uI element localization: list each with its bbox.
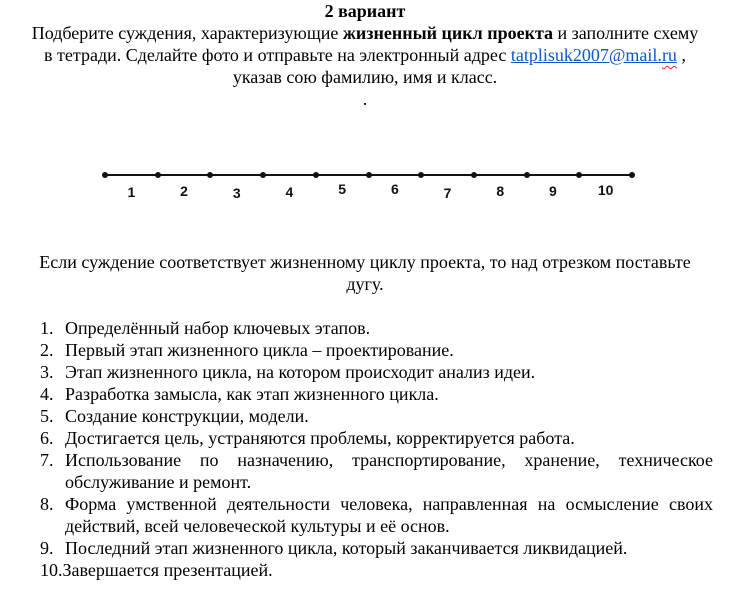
page-title: 2 вариант <box>324 1 406 21</box>
list-item-text <box>63 559 714 581</box>
list-item-text <box>65 449 713 493</box>
segment-number: 5 <box>338 181 347 197</box>
intro-line <box>0 66 730 88</box>
list-item-number: 10. <box>40 560 63 580</box>
segment-number: 7 <box>443 185 452 201</box>
segment-number: 3 <box>232 185 241 201</box>
tick-dot <box>207 172 213 178</box>
list-item-text <box>65 339 713 361</box>
email-link[interactable]: tatplisuk2007@mail. <box>510 45 662 65</box>
text-line: Разработка замысла, как этап жизненного цикла. <box>65 384 439 404</box>
tick-dot <box>155 172 161 178</box>
instruction-line: дугу. <box>346 274 384 294</box>
tick-dot <box>366 172 372 178</box>
text-line: Этап жизненного цикла, на котором происходит анализ идеи. <box>65 362 536 382</box>
tick-dot <box>102 172 108 178</box>
text-line: Последний этап жизненного цикла, который заканчивается ликвидацией. <box>65 538 628 558</box>
list-item-number: 7. <box>40 450 54 470</box>
list-item-number: 8. <box>40 494 54 514</box>
text-segment: и заполните схему <box>553 23 699 43</box>
list-item <box>40 383 713 405</box>
list-item-number: 2. <box>40 340 54 360</box>
text-segment: в тетради. Сделайте фото и отправьте на электронный адрес <box>44 45 511 65</box>
list-item-number: 6. <box>40 428 54 448</box>
list-item-text <box>65 427 713 449</box>
segment-number: 2 <box>180 183 188 199</box>
text-line: Создание конструкции, модели. <box>65 406 309 426</box>
list-item <box>40 427 713 449</box>
tick-dot <box>471 172 477 178</box>
text-line: Завершается презентацией. <box>62 560 273 580</box>
text-line: Определённый набор ключевых этапов. <box>65 318 371 338</box>
text-segment: Подберите суждения, характеризующие <box>31 23 343 43</box>
list-item-number: 3. <box>40 362 54 382</box>
text-line: Использование по назначению, транспортирование, хранение, техническое <box>65 450 713 470</box>
spellcheck-squiggle: ru <box>661 45 677 65</box>
instruction-line: Если суждение соответствует жизненному циклу проекта, то над отрезком поставьте <box>39 252 691 272</box>
instruction-paragraph <box>0 251 730 295</box>
list-item-number: 9. <box>40 538 54 558</box>
list-item <box>40 405 713 427</box>
list-item-number: 1. <box>40 318 54 338</box>
list-item <box>40 537 713 559</box>
text-line: обслуживание и ремонт. <box>65 472 252 492</box>
list-item-text <box>65 537 713 559</box>
text-line: Достигается цель, устраняются проблемы, корректируется работа. <box>65 428 575 448</box>
intro-line <box>0 88 730 110</box>
list-item <box>40 493 713 537</box>
segment-number: 10 <box>597 182 614 198</box>
number-line-diagram <box>0 172 730 220</box>
text-segment: . <box>362 89 368 109</box>
list-item-text <box>65 493 713 537</box>
segment-number: 6 <box>390 181 399 197</box>
intro-paragraph <box>0 22 730 110</box>
list-item <box>40 449 713 493</box>
segment-number: 9 <box>549 183 557 199</box>
segment-number: 8 <box>496 183 505 199</box>
email-link[interactable] <box>662 45 677 65</box>
segment-number: 1 <box>127 184 136 200</box>
list-item-number: 5. <box>40 406 54 426</box>
list-item-text <box>65 383 713 405</box>
list-item <box>40 559 713 581</box>
segment-number: 4 <box>285 184 294 200</box>
list-item <box>40 317 713 339</box>
tick-dot <box>313 172 319 178</box>
text-segment: , <box>676 45 686 65</box>
list-item-number: 4. <box>40 384 54 404</box>
tick-dot <box>629 172 635 178</box>
tick-dot <box>260 172 266 178</box>
intro-line <box>0 22 730 44</box>
tick-dot <box>524 172 530 178</box>
list-item <box>40 361 713 383</box>
tick-dot <box>576 172 582 178</box>
list-item-text <box>65 405 713 427</box>
tick-dot <box>418 172 424 178</box>
list-item-text <box>65 361 713 383</box>
text-line: Первый этап жизненного цикла – проектирование. <box>65 340 454 360</box>
text-segment: указав сою фамилию, имя и класс. <box>232 67 498 87</box>
list-item-text <box>65 317 713 339</box>
list-item <box>40 339 713 361</box>
statements-list <box>40 317 713 581</box>
text-line: действий, всей человеческой культуры и её основ. <box>65 516 450 536</box>
intro-line <box>0 44 730 66</box>
bold-text: жизненный цикл проекта <box>342 23 554 43</box>
text-line: Форма умственной деятельности человека, направленная на осмысление своих <box>65 494 713 514</box>
